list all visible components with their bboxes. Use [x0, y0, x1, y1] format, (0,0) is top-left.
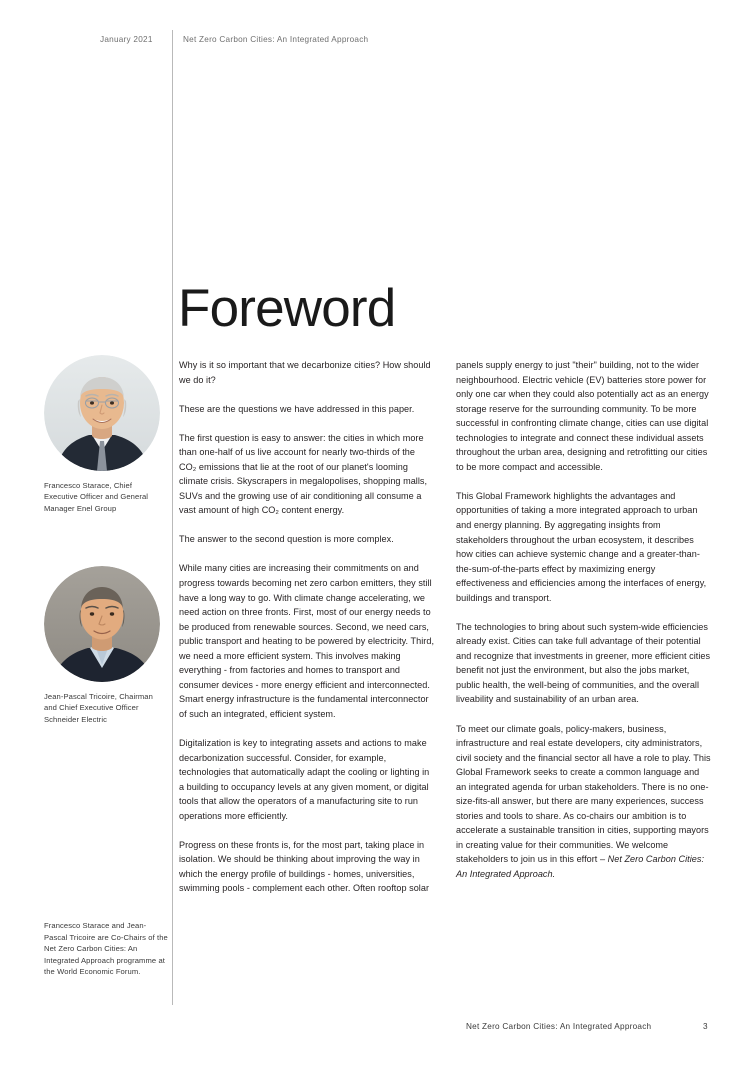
footer [0, 1022, 753, 1036]
paragraph: Why is it so important that we decarbonize cities? How should we do it? [179, 360, 431, 385]
body-column-one [179, 358, 434, 896]
portrait-caption-2: Jean-Pascal Tricoire, Chairman and Chief Executive Officer Schneider Electric [44, 692, 153, 724]
running-head [0, 33, 753, 49]
body-column-two [456, 358, 711, 882]
paragraph: These are the questions we have addressed in this paper. [179, 403, 415, 414]
portrait-francesco-starace [44, 355, 160, 471]
paragraph: While many cities are increasing their commitments on and progress towards becoming net zero carbon emitters, they still have a long way to go. With climate change accelerating, we need action on three fronts. First, most of our energy needs to be produced from renewable sources. Second, we need cars, public transport and heating to be powered by electricity. Third, we need a more efficient system. This involves making everything - from factories and homes to transport and consumer devices - more energy efficient and interconnected. Smart energy infrastructure is the fundamental interconnector of such an integrated, efficient system. [179, 563, 435, 719]
running-head-title: Net Zero Carbon Cities: An Integrated Approach [183, 35, 369, 44]
portrait-jean-pascal-tricoire [44, 566, 160, 682]
page-title: Foreword [178, 279, 396, 338]
paragraph: The answer to the second question is more complex. [179, 534, 394, 545]
portrait-caption-1: Francesco Starace, Chief Executive Officer and General Manager Enel Group [44, 481, 149, 513]
sidebar-note: Francesco Starace and Jean-Pascal Tricoire are Co-Chairs of the Net Zero Carbon Cities: An Integrated Approach programme at the World Economic Forum. [44, 921, 168, 977]
paragraph: Progress on these fronts is, for the most part, taking place in isolation. We should be thinking about improving the way in which the energy profile of buildings - homes, universities, swimming pools - complement each other. Often rooftop solar [179, 839, 430, 894]
paragraph: This Global Framework highlights the advantages and opportunities of taking a more integrated approach to urban and energy planning. By aggregating insights from stakeholders throughout the urban ecosystem, it describes how cities can achieve systemic change and a greater-than-the-sum-of-the-parts effect by maximizing energy effectiveness and efficiencies among the interfaces of energy, buildings and transport. [456, 490, 707, 603]
vertical-divider-rule [172, 30, 173, 1005]
paragraph-text: To meet our climate goals, policy-makers, business, infrastructure and real estate developers, city administrators, civil society and the financial sector all have a role to play. This Global Framework seeks to create a common language and an integrated agenda for urban stakeholders. There is no one-size-fits-all answer, but there are many experiences, success stories and tools to share. As co-chairs our ambition is to accelerate a sustainable transition in cities, supporting mayors in creating value for their communities. We welcome stakeholders to join us in this effort – [456, 723, 711, 865]
paragraph-with-citation [456, 722, 711, 882]
sidebar-person-1 [44, 355, 166, 514]
paragraph: Digitalization is key to integrating assets and actions to make decarbonization successful. Consider, for example, technologies that automatically adapt the cooling or lighting in a building to occupancy levels at any given moment, or digital tools that allow the operators of a manufacturing site to run operations more efficiently. [179, 737, 430, 821]
running-head-date: January 2021 [100, 35, 153, 44]
paragraph: The first question is easy to answer: the cities in which more than one-half of us live account for nearly two-thirds of the CO₂ emissions that lie at the root of our planet's looming climate crisis. Skyscrapers in megalopolises, shopping malls, SUVs and the growing use of air conditioning all consume a vast amount of high CO₂ content energy. [179, 432, 428, 516]
footer-page-number: 3 [703, 1022, 708, 1031]
footer-title: Net Zero Carbon Cities: An Integrated Approach [466, 1022, 652, 1031]
paragraph: The technologies to bring about such system-wide efficiencies already exist. Cities can take full advantage of their potential and recognize that investments in greener, more efficient cities benefit not just the environment, but also the jobs market, public health, the well-being of communities, and the overall liveability and sustainability of an urban area. [456, 621, 711, 705]
paragraph: panels supply energy to just "their" building, not to the wider neighbourhood. Electric vehicle (EV) batteries store power for only one car when they could also potentially act as an energy storage reserve for the surrounding community. To be more successful in confronting climate change, cities can use digital technologies to integrate and connect these individual assets throughout the urban area, designing and retrofitting our cities to be more compact and accessible. [456, 360, 709, 472]
sidebar-person-2 [44, 566, 166, 725]
report-title-citation: Net Zero Carbon Cities: An Integrated Approach. [456, 854, 705, 879]
